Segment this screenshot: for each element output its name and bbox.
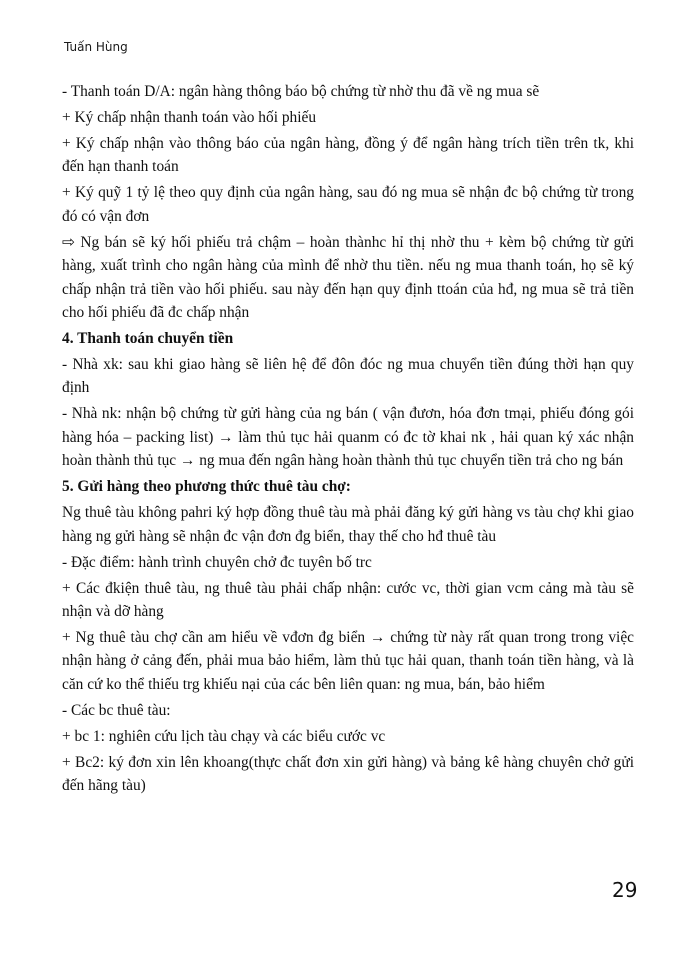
document-body: [62, 80, 634, 800]
section-heading: 4. Thanh toán chuyển tiền: [62, 330, 234, 348]
page-header-author: Tuấn Hùng: [64, 40, 128, 54]
paragraph: - Nhà nk: nhận bộ chứng từ gửi hàng của ng bán ( vận đươn, hóa đơn tmại, phiếu đóng gói hàng hóa – packing list) → làm thủ tục hải quanm có đc tờ khai nk , hải quan ký xác nhận hoàn thành thủ tục → ng mua đến ngân hàng hoàn thành thủ tục chuyển tiền trả cho ng bán: [62, 405, 634, 470]
paragraph: ⇨ Ng bán sẽ ký hối phiếu trả chậm – hoàn thànhc hỉ thị nhờ thu + kèm bộ chứng từ gửi hàng, xuất trình cho ngân hàng của mình để nhờ thu tiền. nếu ng mua thanh toán, họ sẽ ký chấp nhận trả tiền vào hối phiếu. sau này đến hạn quy định ttoán của hđ, ng mua sẽ trả tiền cho hối phiếu đã đc chấp nhận: [62, 233, 634, 322]
paragraph: - Thanh toán D/A: ngân hàng thông báo bộ chứng từ nhờ thu đã về ng mua sẽ: [62, 83, 540, 100]
paragraph: + Ng thuê tàu chợ cần am hiểu về vđơn đg biển → chứng từ này rất quan trong trong việc nhận hàng ở cảng đến, phải mua bảo hiểm, làm thủ tục hải quan, thanh toán tiền hàng, và là căn cứ ko thể thiếu trg khiếu nại của các bên liên quan: ng mua, bán, bảo hiểm: [62, 629, 634, 693]
section-heading: 5. Gửi hàng theo phương thức thuê tàu chợ:: [62, 478, 351, 496]
paragraph: - Đặc điểm: hành trình chuyên chở đc tuyên bố trc: [62, 553, 372, 571]
paragraph: + Các đkiện thuê tàu, ng thuê tàu phải chấp nhận: cước vc, thời gian vcm cảng mà tàu sẽ nhận và dỡ hàng: [62, 579, 634, 621]
paragraph: + Ký quỹ 1 tỷ lệ theo quy định của ngân hàng, sau đó ng mua sẽ nhận đc bộ chứng từ trong đó có vận đơn: [62, 184, 634, 225]
paragraph: + Bc2: ký đơn xin lên khoang(thực chất đơn xin gửi hàng) và bảng kê hàng chuyên chở gửi đến hãng tàu): [62, 753, 634, 795]
paragraph: + Ký chấp nhận thanh toán vào hối phiếu: [62, 109, 317, 126]
paragraph: - Các bc thuê tàu:: [62, 701, 171, 719]
paragraph: - Nhà xk: sau khi giao hàng sẽ liên hệ để đôn đóc ng mua chuyển tiền đúng thời hạn quy định: [62, 356, 634, 397]
page-number: 29: [612, 878, 638, 902]
paragraph: Ng thuê tàu không pahri ký hợp đồng thuê tàu mà phải đăng ký gửi hàng vs tàu chợ khi giao hàng ng gửi hàng sẽ nhận đc vận đơn đg biển, thay thế cho hđ thuê tàu: [62, 504, 634, 545]
paragraph: + bc 1: nghiên cứu lịch tàu chạy và các biểu cước vc: [62, 727, 386, 745]
paragraph: + Ký chấp nhận vào thông báo của ngân hàng, đồng ý để ngân hàng trích tiền trên tk, khi đến hạn thanh toán: [62, 135, 634, 176]
